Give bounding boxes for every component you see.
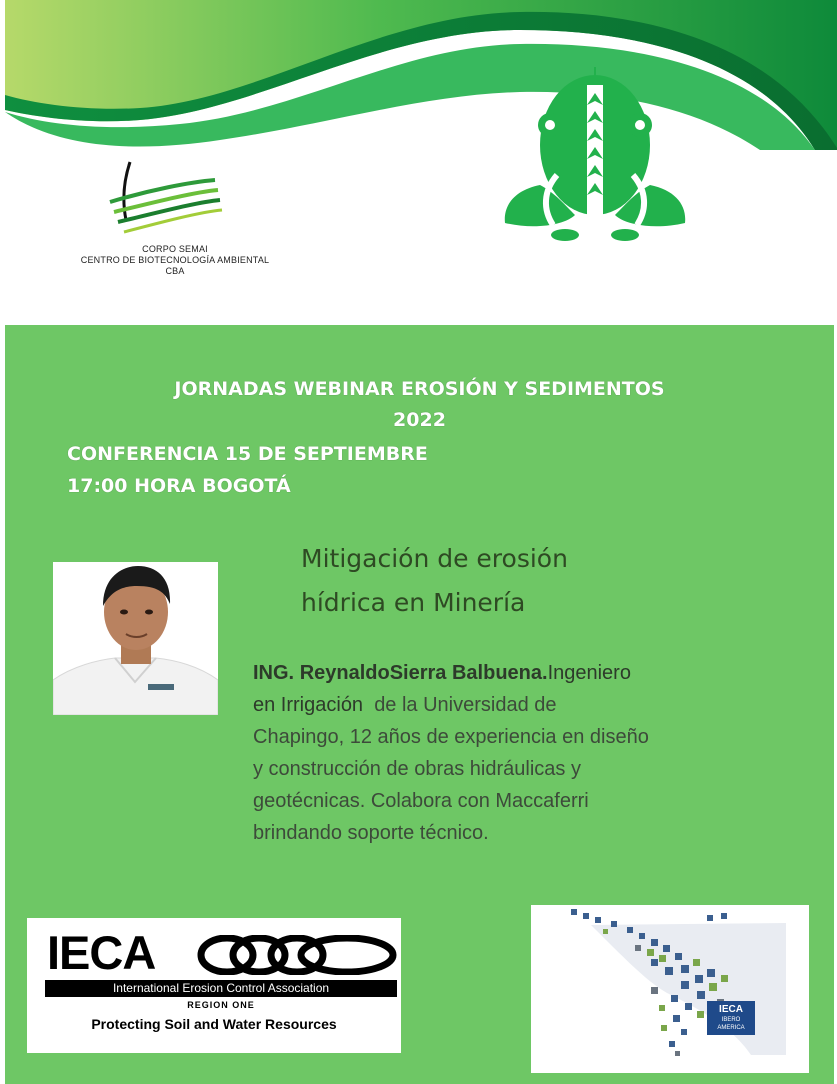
speaker-photo — [53, 562, 218, 715]
ieca-ibero-word: IECA — [719, 1004, 743, 1015]
cba-logo — [40, 160, 310, 290]
ieca-region: REGION ONE — [187, 1000, 255, 1010]
ieca-ibero-sub2: AMERICA — [717, 1025, 745, 1031]
americas-map-icon — [531, 905, 809, 1073]
ieca-iberoamerica-logo — [531, 905, 809, 1073]
bio-line4: y construcción de obras hidráulicas y — [253, 758, 581, 780]
ieca-full-name: International Erosion Control Association — [45, 980, 397, 997]
cba-line2: CENTRO DE BIOTECNOLOGÍA AMBIENTAL — [80, 255, 270, 265]
speaker-portrait-icon — [53, 562, 218, 715]
speaker-title-prefix: ING. — [253, 662, 295, 684]
cba-line3: CBA — [165, 266, 185, 276]
header — [0, 0, 837, 330]
event-title: JORNADAS WEBINAR EROSIÓN Y SEDIMENTOS — [174, 378, 665, 400]
conference-hour: 17:00 HORA BOGOTÁ — [67, 475, 291, 497]
talk-title-line1: Mitigación de erosión — [301, 544, 568, 573]
ieca-ibero-sub1: IBERO — [721, 1017, 741, 1023]
bio-line2a: en Irrigación — [253, 694, 364, 716]
speaker-bio — [253, 657, 793, 849]
bio-line2b: de la Universidad de — [374, 694, 557, 716]
talk-title — [301, 537, 568, 625]
bio-line1-tail: Ingeniero — [547, 662, 631, 684]
cba-logo-text — [40, 244, 310, 277]
speaker-name: ReynaldoSierra Balbuena. — [299, 662, 548, 684]
event-year: 2022 — [393, 409, 446, 431]
conference-date: CONFERENCIA 15 DE SEPTIEMBRE — [67, 443, 428, 465]
cba-swoosh-logo-icon — [100, 160, 270, 240]
ieca-logo — [27, 918, 401, 1053]
bio-line5: geotécnicas. Colabora con Maccaferri — [253, 790, 589, 812]
ieca-wordmark: IECA — [47, 926, 156, 979]
cba-line1: CORPO SEMAI — [142, 244, 208, 254]
frog-logo-icon — [495, 65, 705, 255]
bio-line6: brindando soporte técnico. — [253, 822, 489, 844]
ieca-ibero-label — [707, 1001, 755, 1035]
ieca-tagline: Protecting Soil and Water Resources — [91, 1016, 337, 1032]
event-panel — [5, 325, 834, 1084]
talk-title-line2: hídrica en Minería — [301, 588, 526, 617]
ieca-rings-icon — [197, 935, 397, 975]
bio-line3: Chapingo, 12 años de experiencia en diseño — [253, 726, 649, 748]
